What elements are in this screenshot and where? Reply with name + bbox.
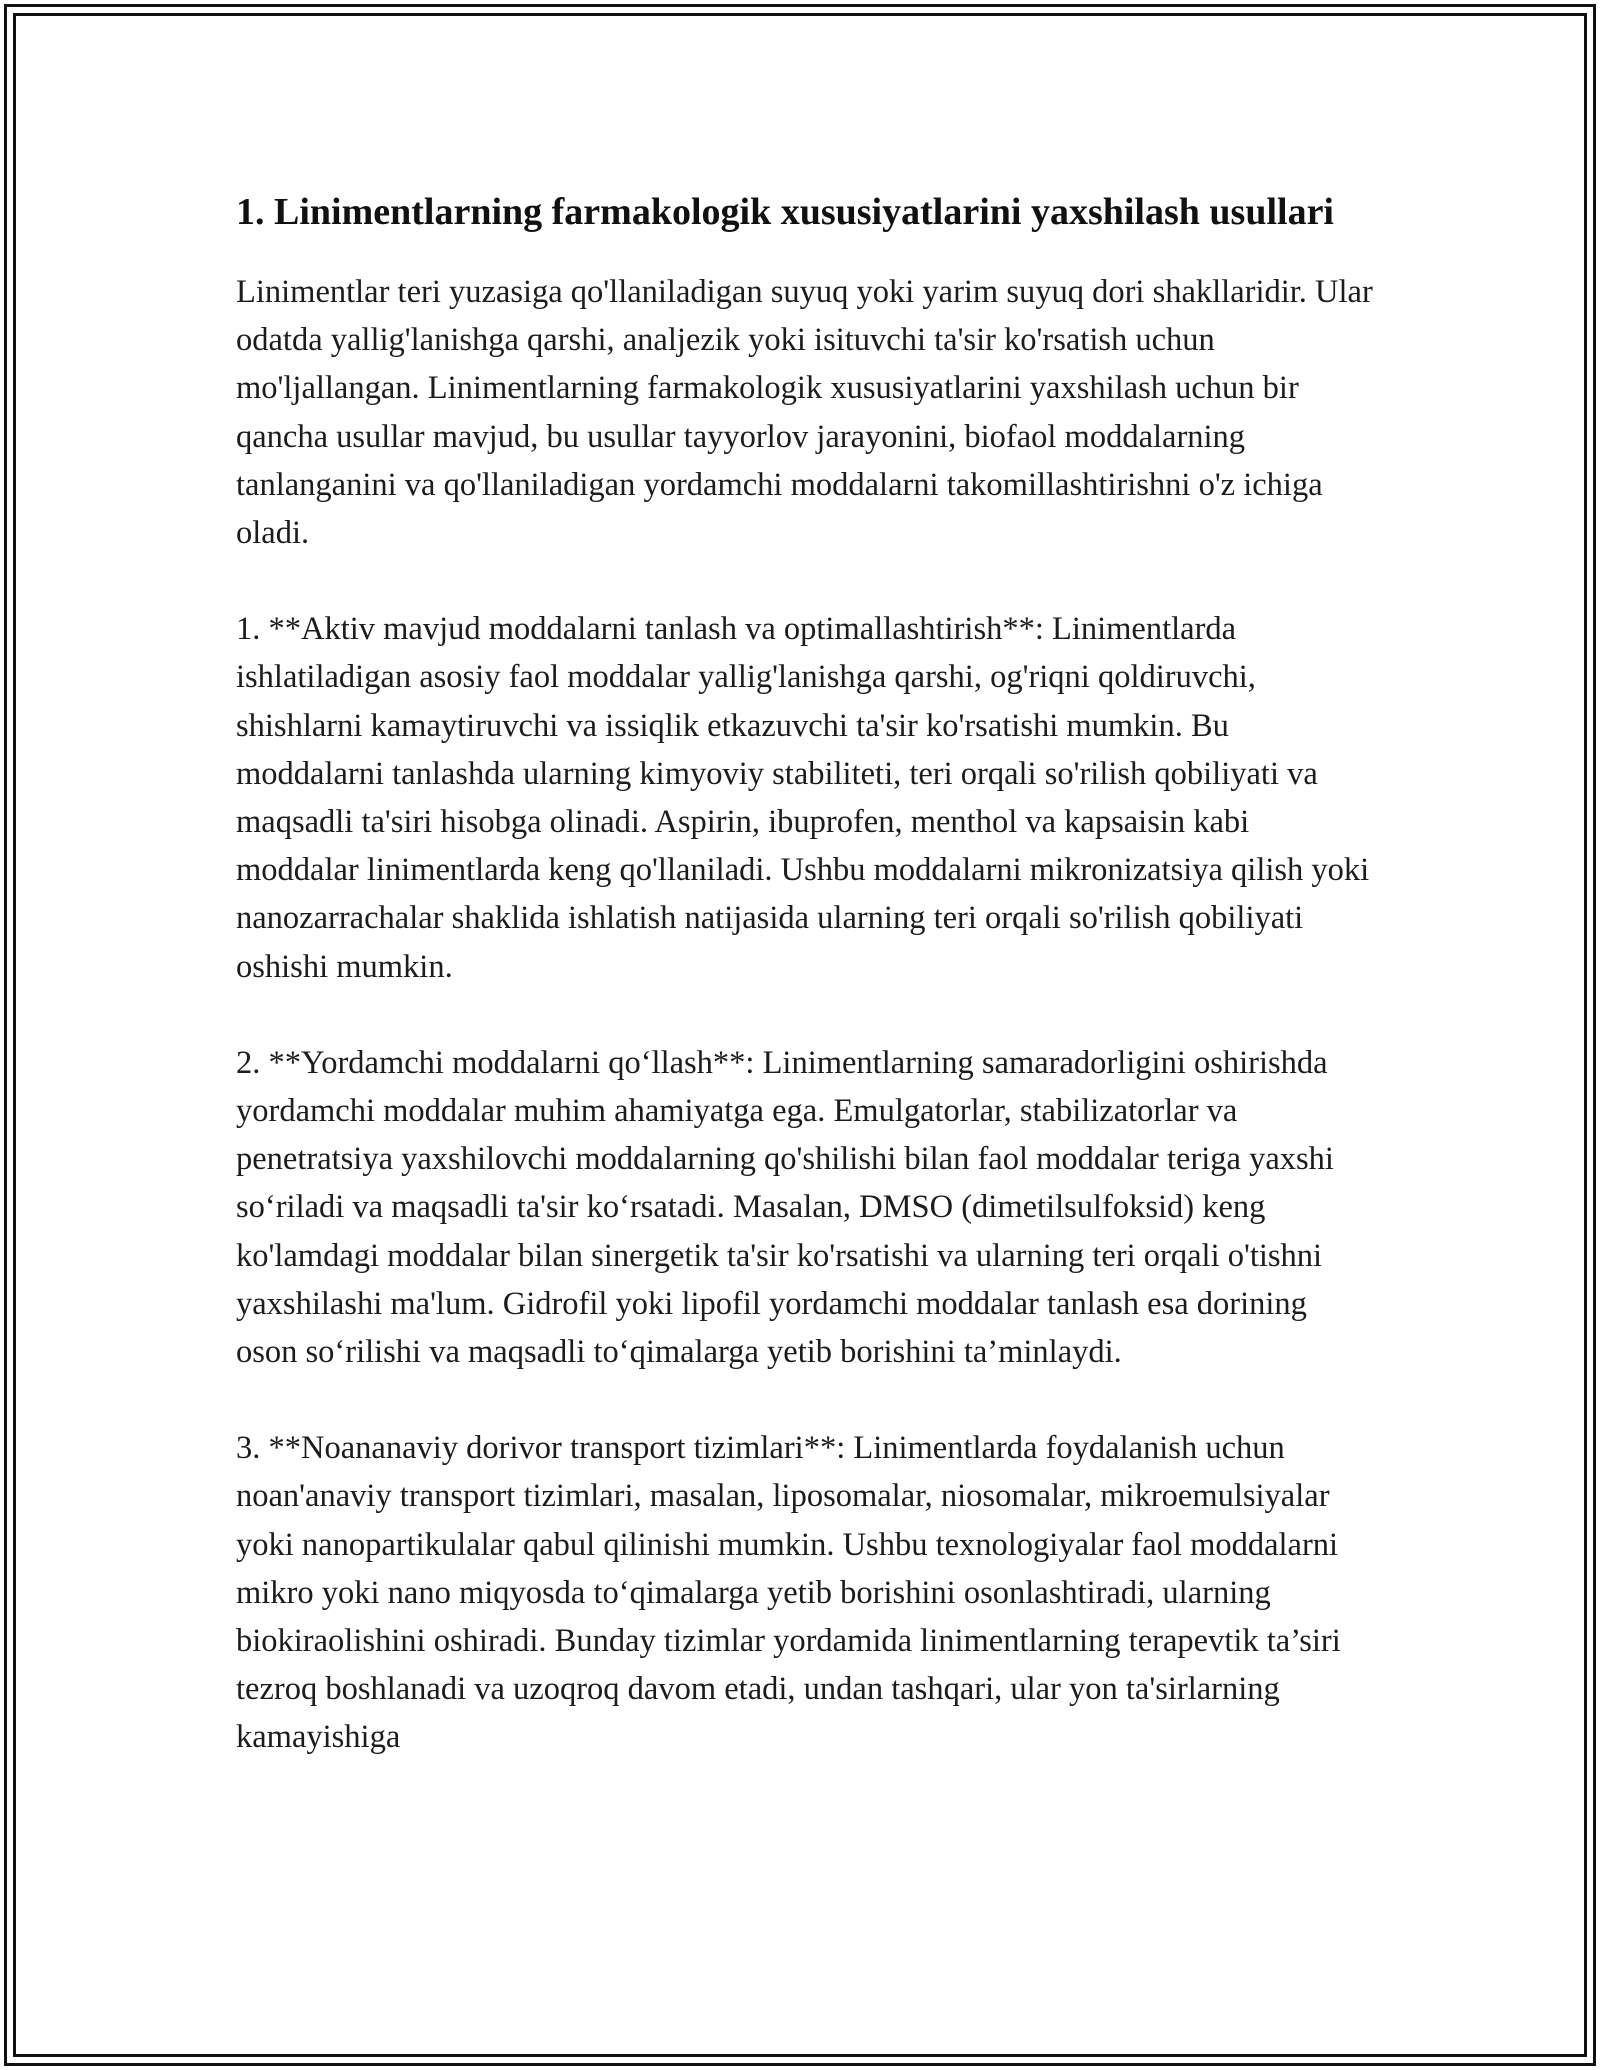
paragraph-active-substances: 1. **Aktiv mavjud moddalarni tanlash va optimallashtirish**: Linimentlarda ishlatiladigan asosiy faol moddalar yallig'lanishga qarshi, og'riqni qoldiruvchi, shishlarni kamaytiruvchi va issiqlik etkazuvchi ta'sir ko'rsatishi mumkin. Bu moddalarni tanlashda ularning kimyoviy stabiliteti, teri orqali so'rilish qobiliyati va maqsadli ta'siri hisobga olinadi. Aspirin, ibuprofen, menthol va kapsaisin kabi moddalar linimentlarda keng qo'llaniladi. Ushbu moddalarni mikronizatsiya qilish yoki nanozarrachalar shaklida ishlatish natijasida ularning teri orqali so'rilish qobiliyati oshishi mumkin. [236, 611, 1370, 985]
paragraph-intro: Linimentlar teri yuzasiga qo'llaniladigan suyuq yoki yarim suyuq dori shakllaridir. Ular odatda yallig'lanishga qarshi, analjezik yoki isituvchi ta'sir ko'rsatish uchun mo'ljallangan. Linimentlarning farmakologik xususiyatlarini yaxshilash uchun bir qancha usullar mavjud, bu usullar tayyorlov jarayonini, biofaol moddalarning tanlanganini va qo'llaniladigan yordamchi moddalarni takomillashtirishni o'z ichiga oladi. [236, 274, 1373, 552]
paragraph-auxiliary-substances: 2. **Yordamchi moddalarni qo‘llash**: Linimentlarning samaradorligini oshirishda yordamchi moddalar muhim ahamiyatga ega. Emulgatorlar, stabilizatorlar va penetratsiya yaxshilovchi moddalarning qo'shilishi bilan faol moddalar teriga yaxshi so‘riladi va maqsadli ta'sir ko‘rsatadi. Masalan, DMSO (dimetilsulfoksid) keng ko'lamdagi moddalar bilan sinergetik ta'sir ko'rsatishi va ularning teri orqali o'tishni yaxshilashi ma'lum. Gidrofil yoki lipofil yordamchi moddalar tanlash esa dorining oson so‘rilishi va maqsadli to‘qimalarga yetib borishini ta’minlaydi. [236, 1044, 1334, 1371]
document-title: 1. Linimentlarning farmakologik xususiyatlarini yaxshilash usullari [236, 191, 1334, 233]
document-body [236, 184, 1376, 1810]
paragraph-transport-systems: 3. **Noananaviy dorivor transport tizimlari**: Linimentlarda foydalanish uchun noan'anaviy transport tizimlari, masalan, liposomalar, niosomalar, mikroemulsiyalar yoki nanopartikulalar qabul qilinishi mumkin. Ushbu texnologiyalar faol moddalarni mikro yoki nano miqyosda to‘qimalarga yetib borishini osonlashtiradi, ularning biokiraolishini oshiradi. Bunday tizimlar yordamida linimentlarning terapevtik ta’siri tezroq boshlanadi va uzoqroq davom etadi, undan tashqari, ular yon ta'sirlarning kamayishiga [236, 1430, 1341, 1756]
